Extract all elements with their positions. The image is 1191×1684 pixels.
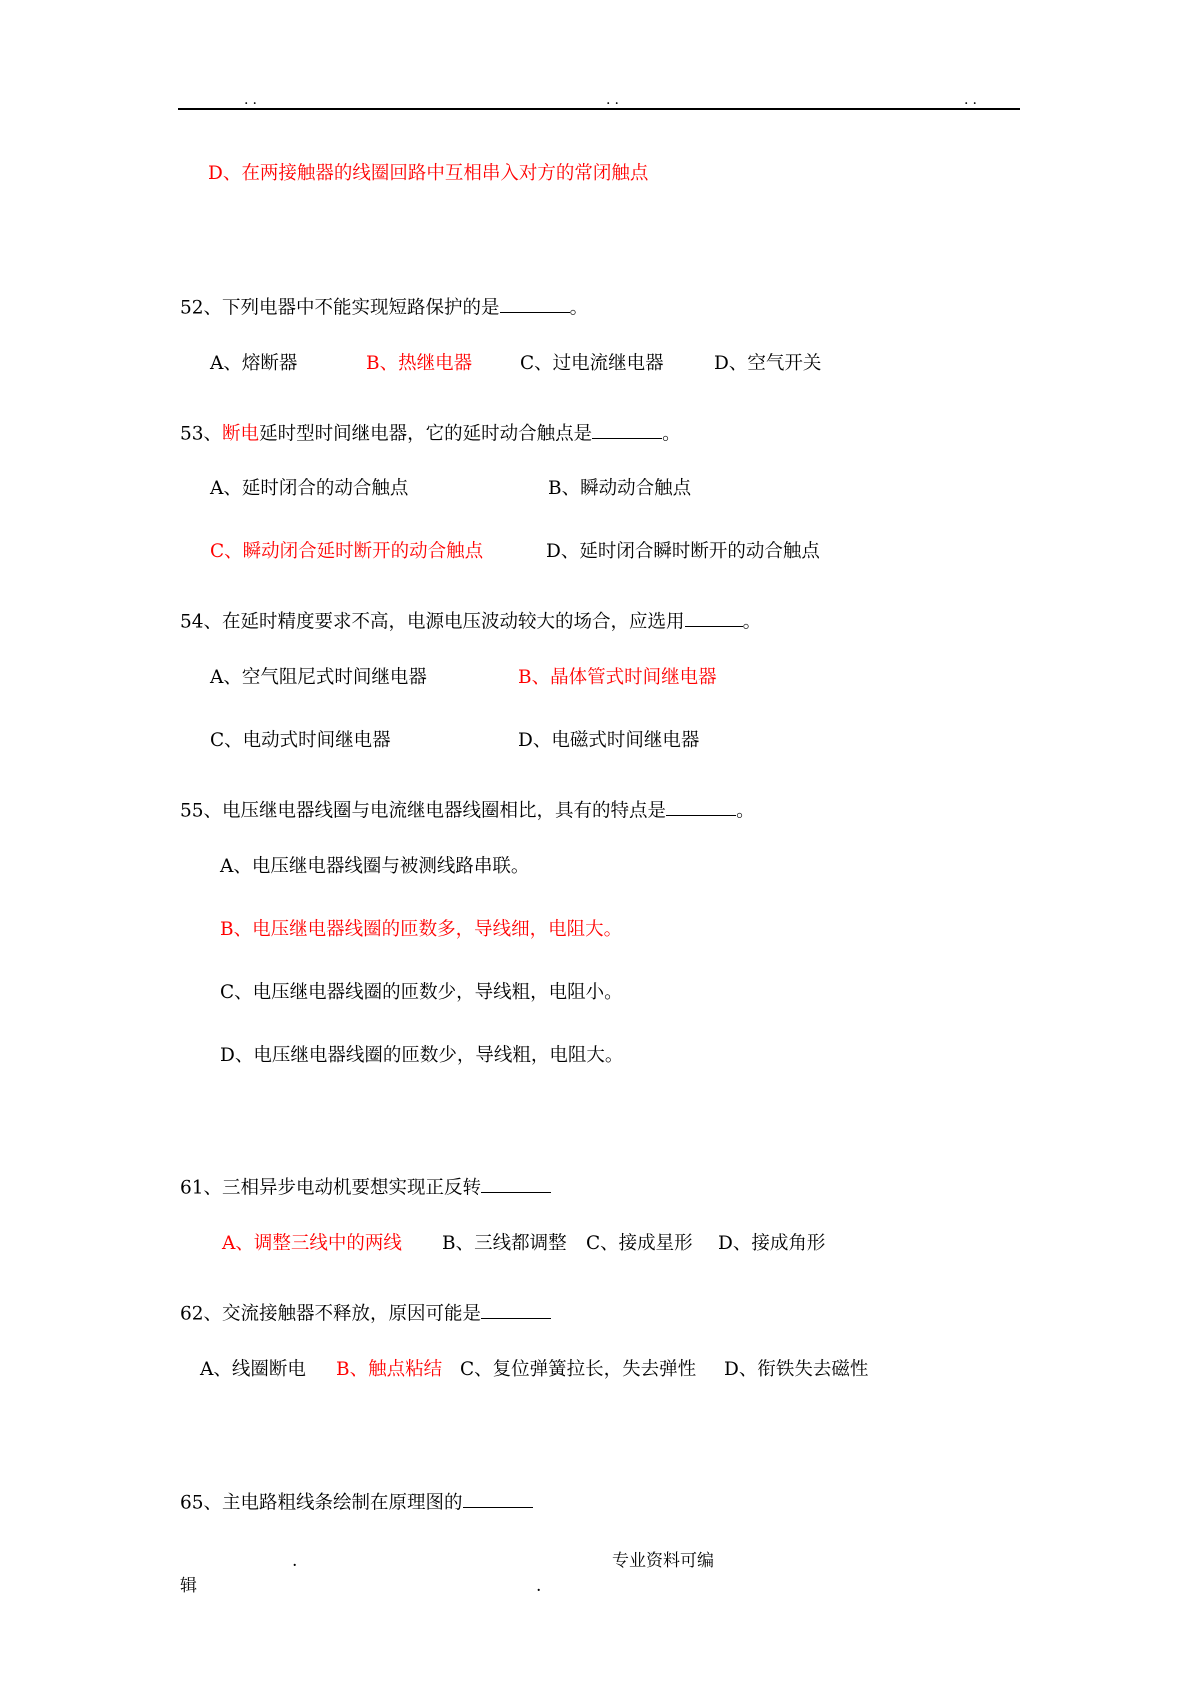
- q52-option-d: D、空气开关: [714, 353, 822, 374]
- prev-option-d: D、在两接触器的线圈回路中互相串入对方的常闭触点: [208, 163, 649, 184]
- q61-option-d: D、接成角形: [718, 1233, 826, 1254]
- question-61: [180, 1172, 551, 1198]
- q53-number: 53、: [180, 423, 223, 445]
- q55-blank: [666, 795, 736, 816]
- header-dots-right: ..: [964, 92, 981, 108]
- q54-blank: [685, 606, 743, 627]
- q55-stem: 电压继电器线圈与电流继电器线圈相比，具有的特点是: [222, 800, 667, 822]
- header-rule: [178, 108, 1020, 110]
- q55-option-c: C、电压继电器线圈的匝数少，导线粗，电阻小。: [220, 982, 623, 1003]
- q61-option-c: C、接成星形: [586, 1233, 693, 1254]
- q53-option-b: B、瞬动动合触点: [548, 478, 692, 499]
- q54-end: 。: [742, 611, 762, 633]
- q52-number: 52、: [180, 297, 223, 319]
- footer-text-continued: 辑: [180, 1576, 197, 1596]
- q53-option-a: A、延时闭合的动合触点: [210, 478, 409, 499]
- q65-blank: [463, 1487, 533, 1508]
- question-62: [180, 1298, 551, 1324]
- q61-blank: [481, 1172, 551, 1193]
- q55-option-a: A、电压继电器线圈与被测线路串联。: [220, 856, 530, 877]
- footer-dot-right: .: [536, 1576, 542, 1596]
- q52-option-c: C、过电流继电器: [520, 353, 664, 374]
- header-dots-left: ..: [244, 92, 261, 108]
- q62-number: 62、: [180, 1303, 223, 1325]
- question-53: [180, 418, 681, 444]
- q65-number: 65、: [180, 1492, 223, 1514]
- q52-end: 。: [569, 297, 589, 319]
- header-dots-center: ..: [606, 92, 623, 108]
- q53-blank: [592, 418, 662, 439]
- q62-stem: 交流接触器不释放，原因可能是: [222, 1303, 482, 1325]
- q62-option-a: A、线圈断电: [200, 1359, 306, 1380]
- q52-option-a: A、熔断器: [210, 353, 298, 374]
- q55-end: 。: [736, 800, 755, 822]
- q61-number: 61、: [180, 1177, 223, 1199]
- q52-blank: [500, 292, 570, 313]
- q55-option-d: D、电压继电器线圈的匝数少，导线粗，电阻大。: [220, 1045, 624, 1066]
- q62-option-c: C、复位弹簧拉长，失去弹性: [460, 1359, 697, 1380]
- footer-text: 专业资料可编: [612, 1551, 714, 1571]
- q65-stem: 主电路粗线条绘制在原理图的: [222, 1492, 463, 1514]
- question-52: [180, 292, 588, 318]
- q61-option-a: A、调整三线中的两线: [222, 1233, 402, 1254]
- q62-option-b: B、触点粘结: [336, 1359, 443, 1380]
- q53-option-c: C、瞬动闭合延时断开的动合触点: [210, 541, 484, 562]
- q53-end: 。: [662, 423, 681, 445]
- q53-stem-red: 断电: [222, 423, 260, 445]
- question-65: [180, 1487, 533, 1513]
- q52-stem: 下列电器中不能实现短路保护的是: [222, 297, 500, 319]
- q52-option-b: B、热继电器: [366, 353, 473, 374]
- q62-option-d: D、衔铁失去磁性: [724, 1359, 869, 1380]
- q55-option-b: B、电压继电器线圈的匝数多，导线细，电阻大。: [220, 919, 623, 940]
- q54-stem: 在延时精度要求不高，电源电压波动较大的场合，应选用: [222, 611, 685, 633]
- q53-stem: 延时型时间继电器，它的延时动合触点是: [259, 423, 593, 445]
- question-54: [180, 606, 761, 632]
- q54-option-d: D、电磁式时间继电器: [518, 730, 700, 751]
- footer-dot-left: .: [292, 1551, 298, 1571]
- q61-option-b: B、三线都调整: [442, 1233, 567, 1254]
- q61-stem: 三相异步电动机要想实现正反转: [222, 1177, 482, 1199]
- q54-number: 54、: [180, 611, 223, 633]
- q54-option-a: A、空气阻尼式时间继电器: [210, 667, 427, 688]
- q62-blank: [481, 1298, 551, 1319]
- q53-option-d: D、延时闭合瞬时断开的动合触点: [546, 541, 820, 562]
- q55-number: 55、: [180, 800, 223, 822]
- q54-option-b: B、晶体管式时间继电器: [518, 667, 717, 688]
- q54-option-c: C、电动式时间继电器: [210, 730, 391, 751]
- question-55: [180, 795, 755, 821]
